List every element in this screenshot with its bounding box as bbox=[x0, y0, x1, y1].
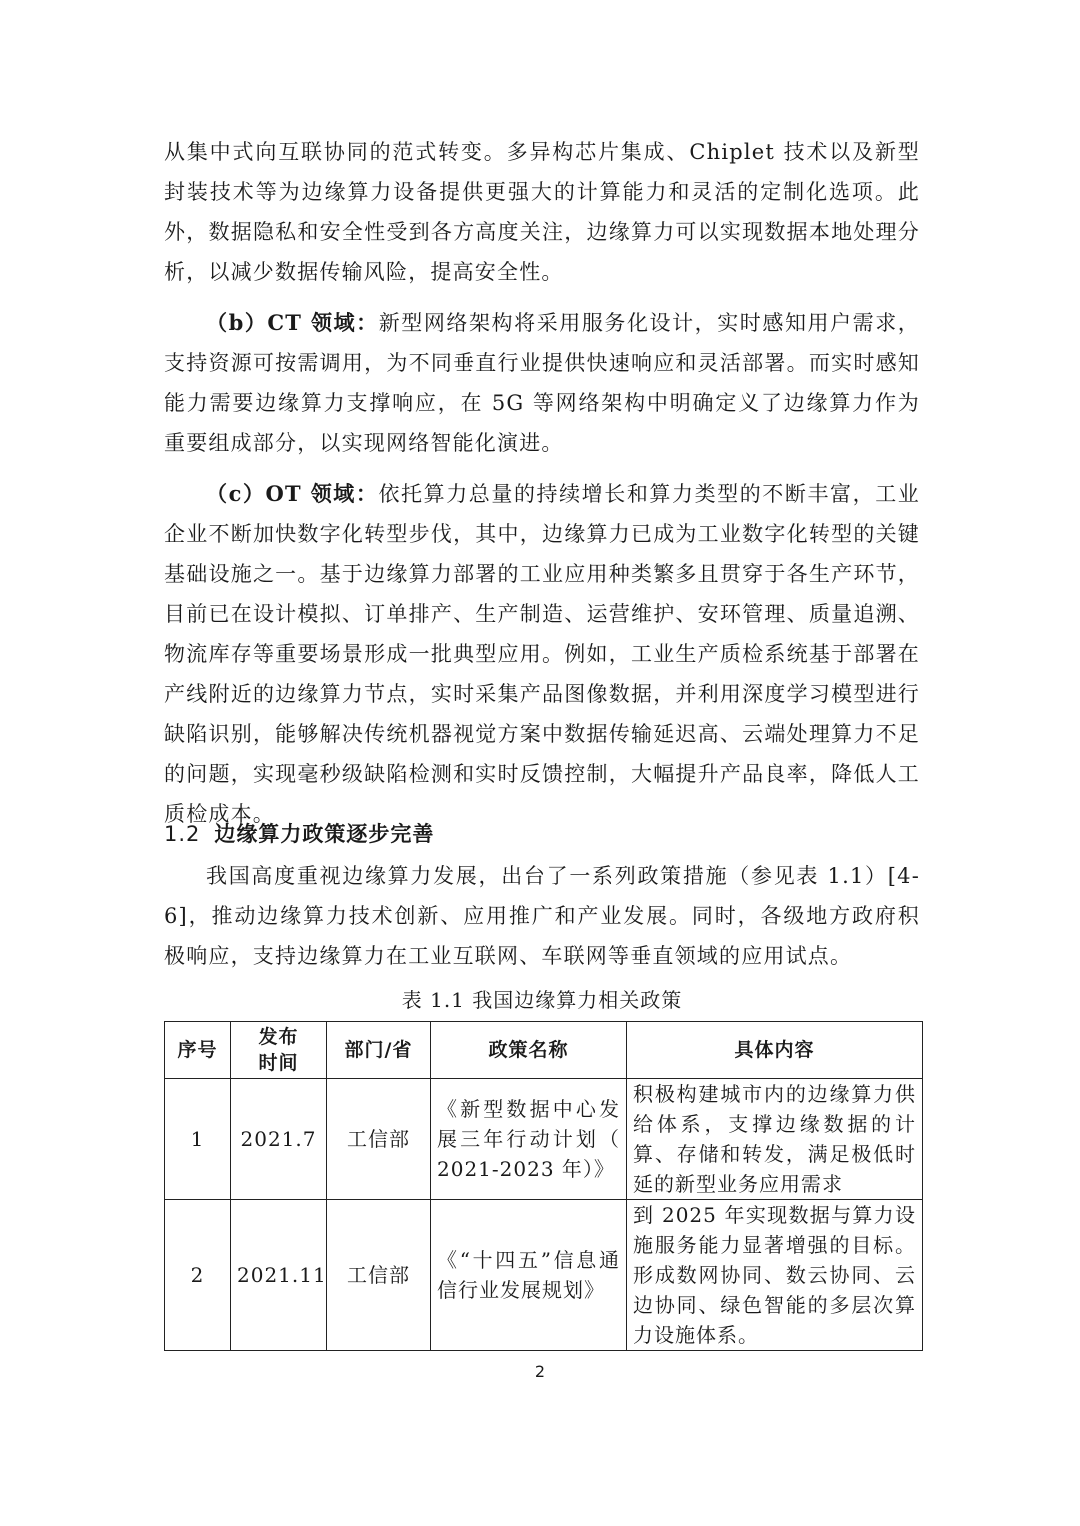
table-row bbox=[165, 1079, 923, 1200]
cell-policy: 《“十四五”信息通信行业发展规划》 bbox=[431, 1200, 627, 1351]
header-dept: 部门/省 bbox=[327, 1022, 431, 1079]
ct-text: 新型网络架构将采用服务化设计，实时感知用户需求，支持资源可按需调用，为不同垂直行业提供快速响应和灵活部署。而实时感知能力需要边缘算力支撑响应，在 5G 等网络架构中明确定义了边缘算力作为重要组成部分，以实现网络智能化演进。 bbox=[164, 311, 920, 455]
header-seq: 序号 bbox=[165, 1022, 231, 1079]
section-title: 边缘算力政策逐步完善 bbox=[214, 822, 435, 846]
table-row bbox=[165, 1200, 923, 1351]
cell-policy: 《新型数据中心发展三年行动计划（ 2021-2023 年）》 bbox=[431, 1079, 627, 1200]
header-date-line2: 时间 bbox=[258, 1052, 299, 1074]
body-paragraph-ot bbox=[164, 474, 920, 834]
header-policy: 政策名称 bbox=[431, 1022, 627, 1079]
header-date-line1: 发布 bbox=[258, 1026, 299, 1048]
cell-content: 积极构建城市内的边缘算力供给体系，支撑边缘数据的计算、存储和转发，满足极低时延的新型业务应用需求 bbox=[627, 1079, 923, 1200]
page-number: 2 bbox=[534, 1362, 546, 1381]
cell-dept: 工信部 bbox=[327, 1079, 431, 1200]
ot-text: 依托算力总量的持续增长和算力类型的不断丰富，工业企业不断加快数字化转型步伐，其中，边缘算力已成为工业数字化转型的关键基础设施之一。基于边缘算力部署的工业应用种类繁多且贯穿于各生产环节，目前已在设计模拟、订单排产、生产制造、运营维护、安环管理、质量追溯、物流库存等重要场景形成一批典型应用。例如，工业生产质检系统基于部署在产线附近的边缘算力节点，实时采集产品图像数据，并利用深度学习模型进行缺陷识别，能够解决传统机器视觉方案中数据传输延迟高、云端处理算力不足的问题，实现毫秒级缺陷检测和实时反馈控制，大幅提升产品良率，降低人工质检成本。 bbox=[164, 482, 920, 826]
ct-label: （b）CT 领域： bbox=[206, 310, 379, 335]
body-paragraph-policy: 我国高度重视边缘算力发展，出台了一系列政策措施（参见表 1.1）[4-6]，推动边缘算力技术创新、应用推广和产业发展。同时，各级地方政府积极响应，支持边缘算力在工业互联网、车联网等垂直领域的应用试点。 bbox=[164, 864, 920, 968]
table-caption: 表 1.1 我国边缘算力相关政策 bbox=[401, 988, 683, 1012]
cell-dept: 工信部 bbox=[327, 1200, 431, 1351]
cell-seq: 2 bbox=[165, 1200, 231, 1351]
section-number: 1.2 bbox=[164, 822, 201, 846]
ot-label: （c）OT 领域： bbox=[206, 481, 379, 506]
header-content: 具体内容 bbox=[627, 1022, 923, 1079]
section-heading bbox=[164, 814, 434, 854]
body-paragraph-chiplet: 从集中式向互联协同的范式转变。多异构芯片集成、Chiplet 技术以及新型封装技术等为边缘算力设备提供更强大的计算能力和灵活的定制化选项。此外，数据隐私和安全性受到各方高度关注，边缘算力可以实现数据本地处理分析，以减少数据传输风险，提高安全性。 bbox=[164, 140, 920, 284]
table-header-row bbox=[165, 1022, 923, 1079]
body-paragraph-ct bbox=[164, 303, 920, 463]
cell-date: 2021.11 bbox=[231, 1200, 327, 1351]
cell-content: 到 2025 年实现数据与算力设施服务能力显著增强的目标。形成数网协同、数云协同、云边协同、绿色智能的多层次算力设施体系。 bbox=[627, 1200, 923, 1351]
policy-table bbox=[164, 1021, 923, 1351]
cell-seq: 1 bbox=[165, 1079, 231, 1200]
cell-date: 2021.7 bbox=[231, 1079, 327, 1200]
header-date bbox=[231, 1022, 327, 1079]
